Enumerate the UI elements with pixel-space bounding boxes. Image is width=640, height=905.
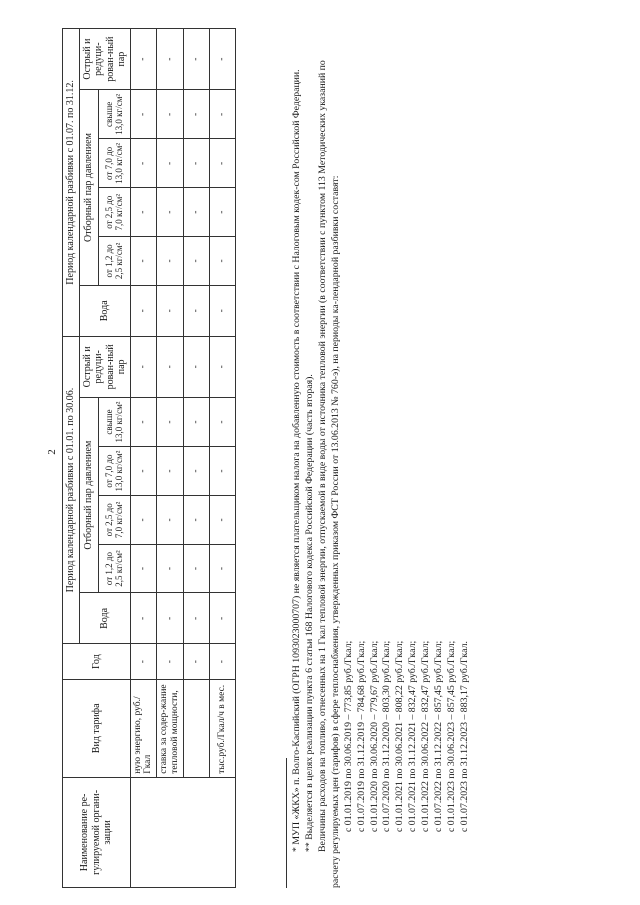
value-cell: -	[210, 447, 236, 496]
value-cell: -	[210, 285, 236, 336]
value-cell: -	[130, 495, 157, 544]
value-cell: -	[157, 495, 184, 544]
period2-header: Период календарной разбивки с 01.07. по 31.12.	[63, 29, 80, 337]
value-cell: -	[210, 188, 236, 237]
pressure-2-header: от 2,5 до 7,0 кг/см²	[99, 188, 130, 237]
value-cell: -	[210, 90, 236, 139]
rotated-page	[40, 12, 600, 892]
value-cell: -	[184, 447, 210, 496]
value-cell: -	[157, 285, 184, 336]
value-cell: -	[157, 593, 184, 644]
year-cell: -	[184, 644, 210, 679]
tariff-type-cell	[184, 679, 210, 777]
value-cell: -	[210, 544, 236, 593]
value-cell: -	[130, 285, 157, 336]
year-cell: -	[157, 644, 184, 679]
sharp-header-1: Острый и редуци-рован-ный пар	[79, 336, 130, 397]
value-cell: -	[157, 237, 184, 286]
value-cell: -	[210, 336, 236, 397]
steam-header-1: Отборный пар давлением	[79, 397, 99, 593]
pressure-3-header: от 7,0 до 13,0 кг/см²	[99, 139, 130, 188]
value-cell: -	[210, 495, 236, 544]
org-name-header: Наименование ре-гулируемой органи-зации	[63, 777, 131, 887]
footnotes	[286, 28, 472, 888]
table-row	[184, 29, 210, 888]
period-item: с 01.07.2019 по 31.12.2019 – 784,68 руб./Гкал;	[355, 640, 367, 832]
value-cell: -	[210, 397, 236, 446]
period-item: с 01.01.2021 по 30.06.2021 – 808,22 руб./Гкал;	[394, 640, 406, 832]
tariff-type-cell: ставка за содер-жание тепловой мощности,	[157, 679, 184, 777]
value-cell: -	[184, 593, 210, 644]
period-list	[343, 28, 472, 888]
value-cell: -	[130, 397, 157, 446]
period1-header: Период календарной разбивки с 01.01. по 30.06.	[63, 336, 80, 644]
page-number: 2	[46, 449, 58, 455]
value-cell: -	[130, 29, 157, 90]
value-cell: -	[130, 544, 157, 593]
value-cell: -	[157, 544, 184, 593]
value-cell: -	[184, 285, 210, 336]
water-header-2: Вода	[79, 285, 130, 336]
period-item: с 01.01.2023 по 30.06.2023 – 857,45 руб./Гкал;	[446, 640, 458, 832]
value-cell: -	[210, 237, 236, 286]
footnote-rule	[286, 758, 287, 888]
pressure-4-header: свыше 13,0 кг/см²	[99, 90, 130, 139]
period-item: с 01.07.2021 по 31.12.2021 – 832,47 руб./Гкал;	[407, 640, 419, 832]
period-item: с 01.07.2022 по 31.12.2022 – 857,45 руб./Гкал;	[433, 640, 445, 832]
water-header-1: Вода	[79, 593, 130, 644]
value-cell: -	[130, 593, 157, 644]
value-cell: -	[130, 90, 157, 139]
value-cell: -	[157, 336, 184, 397]
year-header: Год	[63, 644, 131, 679]
tariff-type-header: Вид тарифа	[63, 679, 131, 777]
value-cell: -	[184, 544, 210, 593]
tariff-type-cell: ную энергию, руб./Гкал	[130, 679, 157, 777]
value-cell: -	[157, 29, 184, 90]
period-item: с 01.07.2020 по 31.12.2020 – 803,30 руб./Гкал;	[381, 640, 393, 832]
value-cell: -	[184, 495, 210, 544]
value-cell: -	[184, 397, 210, 446]
sharp-header-2: Острый и редуци-рован-ный пар	[79, 29, 130, 90]
value-cell: -	[184, 336, 210, 397]
value-cell: -	[130, 139, 157, 188]
table-row	[157, 29, 184, 888]
value-cell: -	[184, 29, 210, 90]
year-cell: -	[130, 644, 157, 679]
value-cell: -	[157, 188, 184, 237]
value-cell: -	[157, 90, 184, 139]
pressure-3-header: от 7,0 до 13,0 кг/см²	[99, 447, 130, 496]
pressure-2-header: от 2,5 до 7,0 кг/см²	[99, 495, 130, 544]
period-item: с 01.01.2022 по 30.06.2022 – 832,47 руб./Гкал;	[420, 640, 432, 832]
tariff-type-cell: тыс.руб./Гкал/ч в мес.	[210, 679, 236, 777]
period-item: с 01.07.2023 по 31.12.2023 – 883,17 руб./Гкал.	[458, 641, 470, 832]
table-row	[210, 29, 236, 888]
year-cell: -	[210, 644, 236, 679]
value-cell: -	[157, 397, 184, 446]
value-cell: -	[184, 90, 210, 139]
header-row	[63, 29, 80, 888]
value-cell: -	[157, 139, 184, 188]
pressure-1-header: от 1,2 до 2,5 кг/см²	[99, 544, 130, 593]
value-cell: -	[184, 188, 210, 237]
footnote-vat: * МУП «ЖКХ» п. Волго-Каспийский (ОГРН 1093023000707) не является плательщиком налога на добавленную стоимость в соответствии с Налоговым кодек-сом Российской Федерации.	[291, 69, 302, 852]
period-item: с 01.01.2019 по 30.06.2019 – 773,85 руб./Гкал;	[342, 640, 354, 832]
period-item: с 01.01.2020 по 30.06.2020 – 779,67 руб./Гкал;	[368, 640, 380, 832]
value-cell: -	[157, 447, 184, 496]
value-cell: -	[184, 237, 210, 286]
value-cell: -	[210, 139, 236, 188]
value-cell: -	[130, 336, 157, 397]
pressure-4-header: свыше 13,0 кг/см²	[99, 397, 130, 446]
tariff-table	[62, 28, 236, 888]
value-cell: -	[184, 139, 210, 188]
value-cell: -	[130, 447, 157, 496]
table-row	[130, 29, 157, 888]
pressure-1-header: от 1,2 до 2,5 кг/см²	[99, 237, 130, 286]
value-cell: -	[210, 593, 236, 644]
steam-header-2: Отборный пар давлением	[79, 90, 99, 286]
value-cell: -	[130, 237, 157, 286]
value-cell: -	[130, 188, 157, 237]
org-name-cell	[130, 777, 236, 887]
value-cell: -	[210, 29, 236, 90]
table-body	[130, 29, 236, 888]
footnote-tax: ** Выделяется в целях реализации пункта 6 статьи 168 Налогового кодекса Российской Федерации (часть вторая).	[303, 374, 315, 852]
fuel-costs-note: Величины расходов на топливо, отнесенных на 1 Гкал тепловой энергии, отпускаемой в виде воды от источника тепловой энергии (в соответствии с пунктом 113 Методических указаний по расчету регулируемых цен (тарифов) в сфере теплоснабжения, утвержденных приказом ФСТ России от 13.06.2013 № 760-э), на периоды ка-лендарной разбивки составят:	[316, 60, 341, 888]
